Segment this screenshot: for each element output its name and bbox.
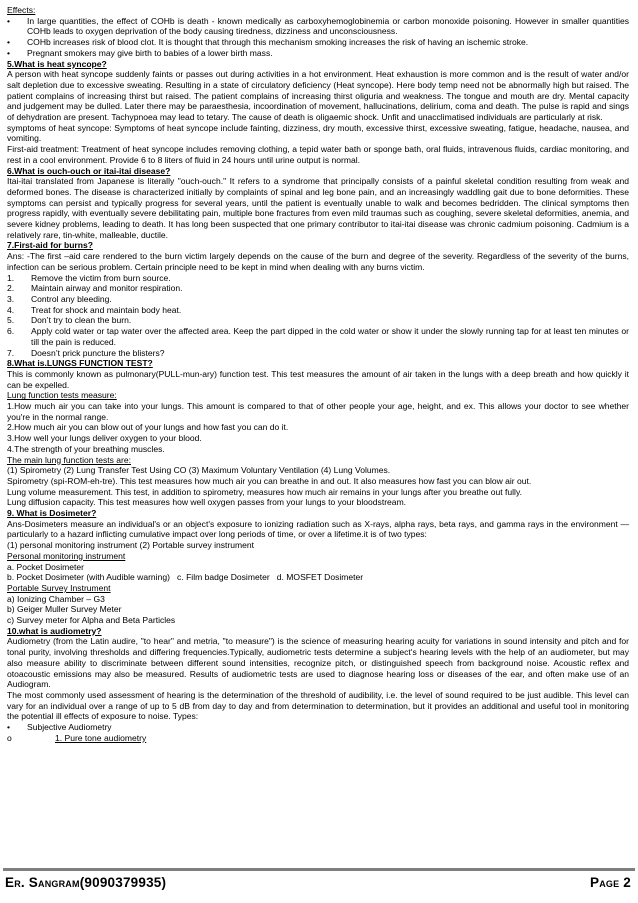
page-content	[7, 5, 629, 744]
heading-audiometry: 10.what is audiometry?	[7, 625, 102, 636]
lung-volume-paragraph: Lung volume measurement. This test, in addition to spirometry, measures how much air remains in your lungs after you breathe out fully.	[7, 486, 522, 497]
footer-page-number: Page 2	[590, 875, 631, 890]
step-text: Doesn’t prick puncture the blisters?	[31, 347, 165, 358]
effects-bullet-1	[7, 16, 629, 37]
personal-monitoring-b: b. Pocket Dosimeter (with Audible warning) c. Film badge Dosimeter d. MOSFET Dosimeter	[7, 572, 364, 583]
portable-survey-b: b) Geiger Muller Survey Meter	[7, 604, 122, 615]
audiometry-paragraph-1: Audiometry (from the Latin audire, "to hear" and metria, "to measure") is the science of measuring hearing acuity for variations in sound intensity and pitch and for tonal purity, involving thresholds and differing frequencies.Typically, audiometric tests determine a subject's hearing levels with the help of an audiometer, but may also measure ability to discriminate between different sound intensities, recognize pitch, or distinguished speech from background noise. Acoustic reflex and otoacoustic emissions may also be measured. Results of audiometric tests are used to diagnose hearing loss or diseases of the ear, and often make use of an Audiogram.	[7, 636, 629, 690]
lung-measure-2: 2.How much air you can blow out of your lungs and how fast you can do it.	[7, 422, 289, 433]
audiometry-paragraph-2: The most commonly used assessment of hearing is the determination of the threshold of audibility, i.e. the level of sound required to be just audible. This level can vary for an individual over a range of up to 5 dB from day to day and from determination to determination, but it provides an additional and useful tool in monitoring the potential ill effects of exposure to noise. Types:	[7, 690, 629, 722]
burns-step-5	[7, 315, 629, 326]
lung-tests-list: (1) Spirometry (2) Lung Transfer Test Using CO (3) Maximum Voluntary Ventilation (4) Lung Volumes.	[7, 465, 391, 476]
step-text: Treat for shock and maintain body heat.	[31, 304, 182, 315]
step-number: 5.	[7, 315, 15, 326]
bullet-marker: •	[7, 47, 10, 58]
dosimeter-paragraph: Ans-Dosimeters measure an individual's or an object's exposure to ionizing radiation such as X-rays, alpha rays, beta rays, and gamma rays in the environment — particularly to a hazard inflicting cumulative impact over long periods of time, or over a lifetime.it is of two types:	[7, 518, 629, 540]
burns-step-2	[7, 283, 629, 294]
heat-syncope-paragraph: A person with heat syncope suddenly faints or passes out during activities in a hot environment. Heat exhaustion is more common and is the result of water and/or salt depletion due to excessive sweating. Resulting in a state of circulatory deficiency (Heat syncope). Here body temp need not be abnormally high but raised. The patient complains of increasing thirst but raised. The patient complains of increasing thirst oliguria and weakness. The tongue and mouth are dry. Mental capacity and judgement may be dulled. Later there may be paraesthesia, incoordination of movement, hallucinations, delirium, coma and death. The pulse is rapid and sings of dehydration are present. Tachypnoea may lead to tetary. The cause of death is oligaemic shock. Unfit and unacclimatised individuals are particularly at risk.	[7, 69, 629, 123]
effects-text-3: Pregnant smokers may give birth to babies of a lower birth mass.	[27, 47, 273, 58]
itai-itai-paragraph: Itai-itai translated from Japanese is literally "ouch-ouch." It refers to a syndrome that principally consists of a painful skeletal condition resulting from weak and deformed bones. The disease is characterized initially by complaints of spinal and leg bone pain, and an increasingly waddling gait due to bone deformities. These symptoms can persist and typically progress for several years, until the patient is eventually unable to walk and becomes bedridden. The clinical symptoms then progress rapidly, with eventually severe debilitating pain, multiple bone fractures from even mild traumas such as coughing, severe skeletal deformities, anemia, and severe kidney problems, leading to death. It has long been suspected that one primary contributor to itai-itai disease was chronic cadmium poisoning. Cadmium is a relatively rare, tin-white, malleable, ductile.	[7, 176, 629, 240]
audiometry-bullet-1	[7, 722, 629, 733]
burns-step-3	[7, 294, 629, 305]
lung-measure-1: 1.How much air you can take into your lungs. This amount is compared to that of other people your age, height, and ex. This allows your doctor to see whether you're in the normal range.	[7, 401, 629, 422]
step-text: Maintain airway and monitor respiration.	[31, 283, 183, 294]
burns-step-4	[7, 305, 629, 316]
burns-step-7	[7, 348, 629, 359]
effects-bullet-3	[7, 48, 629, 59]
pure-tone-audiometry: 1. Pure tone audiometry	[55, 732, 147, 743]
burns-step-1	[7, 273, 629, 284]
step-number: 2.	[7, 283, 15, 294]
heading-burns: 7.First-aid for burns?	[7, 240, 93, 251]
bullet-marker: •	[7, 37, 10, 48]
step-text: Apply cold water or tap water over the affected area. Keep the part dipped in the cold water or show it under the slowly running tap for at least ten minutes or till the pain is reduced.	[31, 326, 629, 347]
personal-monitoring-a: a. Pocket Dosimeter	[7, 561, 84, 572]
step-text: Control any bleeding.	[31, 293, 112, 304]
effects-bullet-2	[7, 37, 629, 48]
heading-itai-itai: 6.What is ouch-ouch or itai-itai disease?	[7, 165, 171, 176]
portable-survey-c: c) Survey meter for Alpha and Beta Particles	[7, 615, 176, 626]
step-number: 1.	[7, 272, 15, 283]
portable-survey-label: Portable Survey Instrument	[7, 582, 111, 593]
heat-syncope-first-aid: First-aid treatment: Treatment of heat syncope includes removing clothing, a tepid water bath or sponge bath, oral fluids, intravenous fluids, cardiac monitoring, and rest in a cool environment. Provide 6 to 8 liters of fluid in 24 hours until urine output is normal.	[7, 144, 629, 165]
lung-measure-3: 3.How well your lungs deliver oxygen to your blood.	[7, 433, 202, 444]
burns-step-6	[7, 326, 629, 347]
burns-intro: Ans: -The first –aid care rendered to the burn victim largely depends on the cause of the burn and degree of the severity. Regardless of the severity of the burns, infection can be serious problem. Certain principle need to be kept in mind when dealing with any burns victim.	[7, 251, 629, 272]
step-number: 3.	[7, 293, 15, 304]
bullet-marker: •	[7, 722, 10, 733]
portable-survey-a: a) Ionizing Chamber – G3	[7, 593, 105, 604]
lung-measure-label: Lung function tests measure:	[7, 390, 117, 401]
step-number: 4.	[7, 304, 15, 315]
heading-heat-syncope: 5.What is heat syncope?	[7, 58, 107, 69]
dosimeter-types: (1) personal monitoring instrument (2) Portable survey instrument	[7, 540, 255, 551]
lung-tests-label: The main lung function tests are:	[7, 454, 131, 465]
page-footer	[3, 868, 635, 894]
lung-measure-4: 4.The strength of your breathing muscles.	[7, 443, 165, 454]
lung-diffusion-paragraph: Lung diffusion capacity. This test measures how well oxygen passes from your lungs to your bloodstream.	[7, 497, 407, 508]
audiometry-sub-bullet-1	[7, 733, 629, 744]
personal-monitoring-label: Personal monitoring instrument	[7, 550, 126, 561]
step-number: 6.	[7, 326, 15, 337]
footer-author: Er. Sangram(9090379935)	[5, 875, 167, 890]
step-text: Don’t try to clean the burn.	[31, 315, 132, 326]
heat-syncope-symptoms: symptoms of heat syncope: Symptoms of heat syncope include fainting, dizziness, dry mouth, excessive thirst, excessive sweating, fatigue, headache, nausea, and vomiting.	[7, 122, 629, 144]
bullet-marker: •	[7, 15, 10, 26]
lung-function-intro: This is commonly known as pulmonary(PULL-mun-ary) function test. This test measures the amount of air taken in the lungs with a deep breath and how quickly it can be expelled.	[7, 368, 629, 390]
effects-text-2: COHb increases risk of blood clot. It is thought that through this mechanism smoking increases the risk of having an ischemic stroke.	[27, 37, 529, 48]
sub-bullet-marker: o	[7, 732, 12, 743]
step-number: 7.	[7, 347, 15, 358]
effects-label: Effects:	[7, 5, 36, 15]
spirometry-paragraph: Spirometry (spi-ROM-eh-tre). This test measures how much air you can breathe in and out. It also measures how fast you can blow air out.	[7, 475, 532, 486]
subjective-audiometry: Subjective Audiometry	[27, 722, 112, 733]
heading-lung-function: 8.What is.LUNGS FUNCTION TEST?	[7, 358, 153, 369]
step-text: Remove the victim from burn source.	[31, 272, 171, 283]
heading-dosimeter: 9. What is Dosimeter?	[7, 508, 97, 519]
effects-text-1: In large quantities, the effect of COHb is death - known medically as carboxyhemoglobinemia or carbon monoxide poisoning. However in smaller quantities COHb leads to oxygen deprivation of the body causing tiredness, dizziness and unconsciousness.	[27, 15, 629, 37]
